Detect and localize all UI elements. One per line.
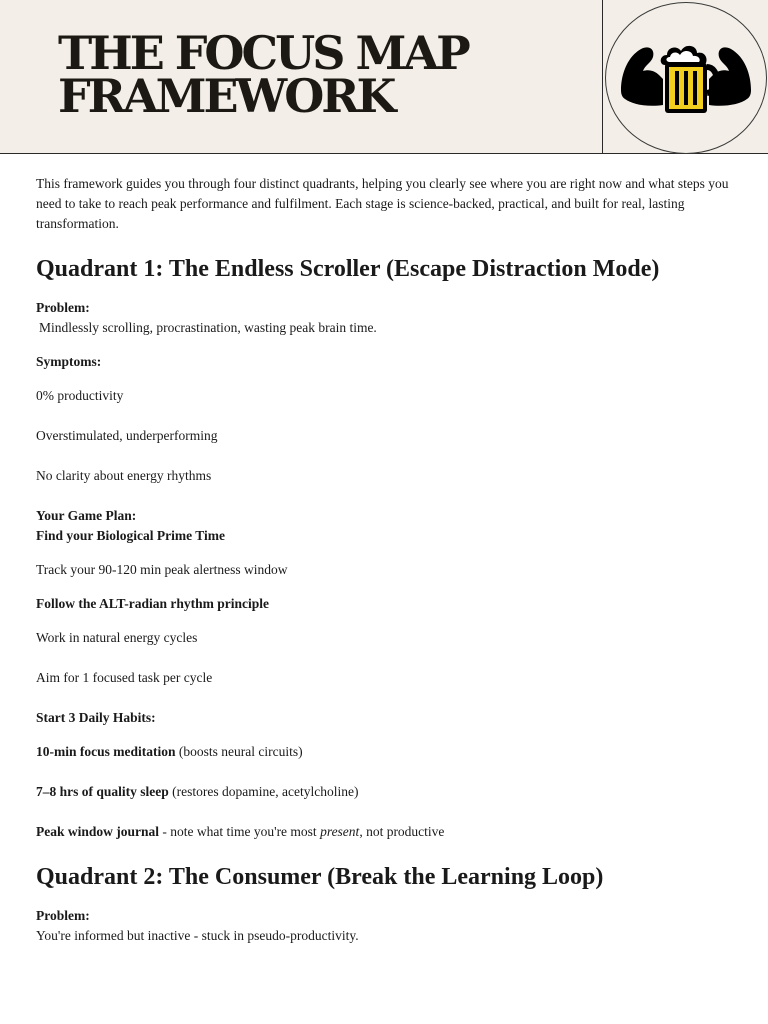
- habit-name: 7–8 hrs of quality sleep: [36, 784, 169, 799]
- quadrant1-heading: Quadrant 1: The Endless Scroller (Escape Distraction Mode): [36, 256, 660, 282]
- habit-name: 10-min focus meditation: [36, 744, 176, 759]
- intro-paragraph: This framework guides you through four distinct quadrants, helping you clearly see where you are right now and what steps you need to take to reach peak performance and fulfilment. Each stage is science-backed, practical, and built for real, lasting transformation.: [36, 176, 729, 231]
- q1-symptom-item: 0% productivity: [36, 388, 124, 403]
- q1-symptom-item: No clarity about energy rhythms: [36, 468, 212, 483]
- habit-emphasis: present: [320, 824, 360, 839]
- title-line-2: FRAMEWORK: [58, 69, 394, 123]
- habit-detail: - note what time you're most: [159, 824, 321, 839]
- q1-step1-title: Find your Biological Prime Time: [36, 528, 225, 543]
- q1-step2-title: Follow the ALT-radian rhythm principle: [36, 596, 270, 611]
- habit-detail: , not productive: [359, 824, 445, 839]
- q1-problem-label: Problem:: [36, 300, 90, 315]
- habit-name: Peak window journal: [36, 824, 160, 839]
- q1-symptoms-label: Symptoms:: [36, 354, 102, 369]
- habit-detail: (restores dopamine, acetylcholine): [168, 784, 359, 799]
- flexing-beer-mug-icon: [619, 35, 753, 121]
- quadrant2-heading: Quadrant 2: The Consumer (Break the Learning Loop): [36, 864, 604, 890]
- q2-problem-label: Problem:: [36, 908, 90, 923]
- q1-game-plan-label: Your Game Plan:: [36, 508, 137, 523]
- document-body: [36, 174, 736, 946]
- q1-problem-text: Mindlessly scrolling, procrastination, wasting peak brain time.: [39, 320, 377, 335]
- habit-detail: (boosts neural circuits): [175, 744, 303, 759]
- q1-symptom-item: Overstimulated, underperforming: [36, 428, 218, 443]
- logo: [605, 2, 767, 154]
- page-title: [58, 26, 578, 123]
- q2-problem-text: You're informed but inactive - stuck in pseudo-productivity.: [36, 928, 359, 943]
- header-banner: [0, 0, 768, 154]
- q1-step2-item: Work in natural energy cycles: [36, 630, 198, 645]
- title-line-1: THE FOCUS MAP: [58, 26, 468, 80]
- q1-habit-item: [36, 782, 736, 802]
- q1-step3-title: Start 3 Daily Habits:: [36, 710, 156, 725]
- q1-habit-item: [36, 742, 736, 762]
- q1-habit-item: [36, 822, 736, 842]
- q1-step1-text: Track your 90-120 min peak alertness window: [36, 562, 288, 577]
- q1-step2-item: Aim for 1 focused task per cycle: [36, 670, 213, 685]
- header-divider: [602, 0, 603, 154]
